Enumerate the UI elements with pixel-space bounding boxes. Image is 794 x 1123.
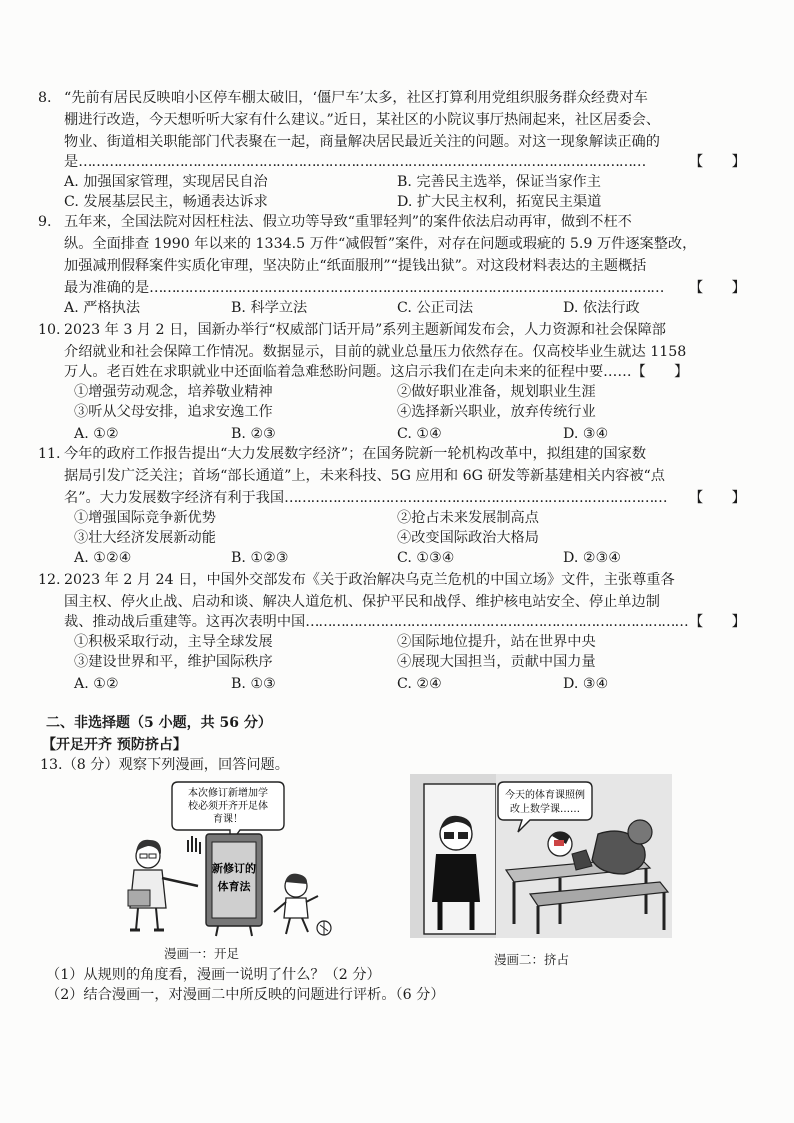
question-number: 8. bbox=[38, 90, 52, 106]
question-text-line: 2023 年 2 月 24 日，中国外交部发布《关于政治解决乌克兰危机的中国立场》文件，主张尊重各 bbox=[64, 572, 675, 588]
statement-4: ④选择新兴职业，放弃传统行业 bbox=[397, 404, 596, 420]
sub-question-2: （2）结合漫画一，对漫画二中所反映的问题进行评析。（6 分） bbox=[46, 987, 445, 1003]
bubble-line-1: 今天的体育课照例 bbox=[505, 790, 585, 801]
question-text-line: 名”。大力发展数字经济有利于我国…………………………………………………………………………… bbox=[64, 490, 667, 506]
question-text-line: 国主权、停火止战、启动和谈、解决人道危机、保护平民和战俘、维护核电站安全、停止单边制 bbox=[64, 594, 660, 610]
statement-2: ②抢占未来发展制高点 bbox=[397, 510, 539, 526]
answer-bracket: 【 】 bbox=[689, 280, 746, 296]
option-a: A. 严格执法 bbox=[64, 300, 141, 316]
option-d: D. ③④ bbox=[563, 426, 609, 442]
question-number: 12. bbox=[38, 572, 61, 588]
statement-2: ②做好职业准备，规划职业生涯 bbox=[397, 384, 596, 400]
question-text-line: 2023 年 3 月 2 日，国新办举行“权威部门话开局”系列主题新闻发布会，人力资源和社会保障部 bbox=[64, 322, 666, 338]
question-text-line: 据局引发广泛关注；首场“部长通道”上，未来科技、5G 应用和 6G 研发等新基建相关内容被“点 bbox=[64, 468, 665, 484]
answer-bracket: 【 】 bbox=[689, 154, 746, 170]
option-b: B. ②③ bbox=[231, 426, 276, 442]
option-c: C. ①④ bbox=[397, 426, 442, 442]
question-text-line: 五年来，全国法院对因枉柱法、假立功等导致“重罪轻判”的案件依法启动再审，做到不枉不 bbox=[64, 214, 632, 230]
statement-2: ②国际地位提升，站在世界中央 bbox=[397, 634, 596, 650]
option-c: C. ①③④ bbox=[397, 550, 455, 566]
option-b: B. ①③ bbox=[231, 676, 276, 692]
bubble-line-2: 校必须开齐开足体 bbox=[188, 801, 268, 812]
sub-question-1: （1）从规则的角度看，漫画一说明了什么？（2 分） bbox=[46, 967, 381, 983]
statement-3: ③听从父母安排，追求安逸工作 bbox=[74, 404, 273, 420]
question-text-line: 最为准确的是……………………………………………………………………………………………………… bbox=[64, 280, 664, 296]
question-text-line: 今年的政府工作报告提出“大力发展数字经济”；在国务院新一轮机构改革中，拟组建的国家数 bbox=[64, 446, 647, 462]
option-d: D. ③④ bbox=[563, 676, 609, 692]
question-text-line: 纵。全面排查 1990 年以来的 1334.5 万件“减假暂”案件，对存在问题或瑕疵的 5.9 万件逐案整改， bbox=[64, 236, 697, 252]
boy-figure-icon bbox=[274, 874, 331, 935]
option-a: A. ①② bbox=[74, 676, 119, 692]
question-number: 10. bbox=[38, 322, 61, 338]
cartoon-1-caption: 漫画一：开足 bbox=[164, 946, 240, 961]
option-c: C. 公正司法 bbox=[397, 300, 474, 316]
option-b: B. 完善民主选举，保证当家作主 bbox=[397, 174, 601, 190]
question-text-line: 介绍就业和社会保障工作情况。数据显示，目前的就业总量压力依然存在。仅高校毕业生就达 1158 bbox=[64, 344, 687, 360]
option-b: B. ①②③ bbox=[231, 550, 289, 566]
option-d: D. ②③④ bbox=[563, 550, 622, 566]
law-book-icon bbox=[206, 834, 262, 936]
question-number: 11. bbox=[38, 446, 61, 462]
question-text-line: 是………………………………………………………………………………………………………………… bbox=[64, 154, 646, 170]
statement-3: ③建设世界和平，维护国际秩序 bbox=[74, 654, 273, 670]
answer-bracket: 【 】 bbox=[689, 490, 746, 506]
option-d: D. 扩大民主权利，拓宽民主渠道 bbox=[397, 194, 602, 210]
option-d: D. 依法行政 bbox=[563, 300, 640, 316]
statement-4: ④展现大国担当，贡献中国力量 bbox=[397, 654, 596, 670]
bubble-line-3: 育课！ bbox=[213, 814, 243, 825]
question-text-line: 加强减刑假释案件实质化审理，坚决防止“纸面服刑”“提钱出狱”。对这段材料表达的主题概括 bbox=[64, 258, 647, 274]
statement-1: ①增强国际竞争新优势 bbox=[74, 510, 216, 526]
bubble-line-2: 改上数学课…… bbox=[510, 804, 580, 815]
option-a: A. ①② bbox=[74, 426, 119, 442]
statement-1: ①积极采取行动，主导全球发展 bbox=[74, 634, 273, 650]
option-a: A. ①②④ bbox=[74, 550, 132, 566]
statement-4: ④改变国际政治大格局 bbox=[397, 530, 539, 546]
cartoon-2-caption: 漫画二：挤占 bbox=[494, 952, 570, 967]
book-title-line-1: 新修订的 bbox=[212, 862, 256, 875]
statement-3: ③壮大经济发展新动能 bbox=[74, 530, 216, 546]
cartoon-1-illustration bbox=[118, 778, 348, 938]
question-number: 9. bbox=[38, 214, 52, 230]
option-b: B. 科学立法 bbox=[231, 300, 308, 316]
option-c: C. ②④ bbox=[397, 676, 442, 692]
question-text-line: 棚进行改造，今天想听听大家有什么建议。”近日，某社区的小院议事厅热闹起来，社区居委会、 bbox=[64, 112, 661, 128]
question-text-line: 裁、推动战后重建等。这再次表明中国…………………………………………………………………………… bbox=[64, 614, 688, 630]
statement-1: ①增强劳动观念，培养敬业精神 bbox=[74, 384, 273, 400]
book-title-line-2: 体育法 bbox=[217, 880, 251, 893]
section-theme: 【开足开齐 预防挤占】 bbox=[42, 737, 187, 753]
cartoon-2-illustration bbox=[410, 774, 672, 938]
question-text-line: 万人。老百姓在求职就业中还面临着急难愁盼问题。这启示我们在走向未来的征程中要……【 】 bbox=[64, 364, 689, 380]
bubble-line-1: 本次修订新增加学 bbox=[188, 788, 268, 799]
answer-bracket: 【 】 bbox=[689, 614, 746, 630]
option-a: A. 加强国家管理，实现居民自治 bbox=[64, 174, 268, 190]
question-13-header: 13.（8 分）观察下列漫画，回答问题。 bbox=[40, 757, 289, 773]
question-text-line: 物业、街道相关职能部门代表聚在一起，商量解决居民最近关注的问题。对这一现象解读正确的 bbox=[64, 134, 660, 150]
question-text-line: “先前有居民反映咱小区停车棚太破旧，‘僵尸车’太多，社区打算利用党组织服务群众经费对车 bbox=[64, 90, 648, 106]
section-title: 二、非选择题（5 小题，共 56 分） bbox=[46, 715, 272, 731]
option-c: C. 发展基层民主，畅通表达诉求 bbox=[64, 194, 268, 210]
woman-figure-icon bbox=[128, 840, 198, 930]
